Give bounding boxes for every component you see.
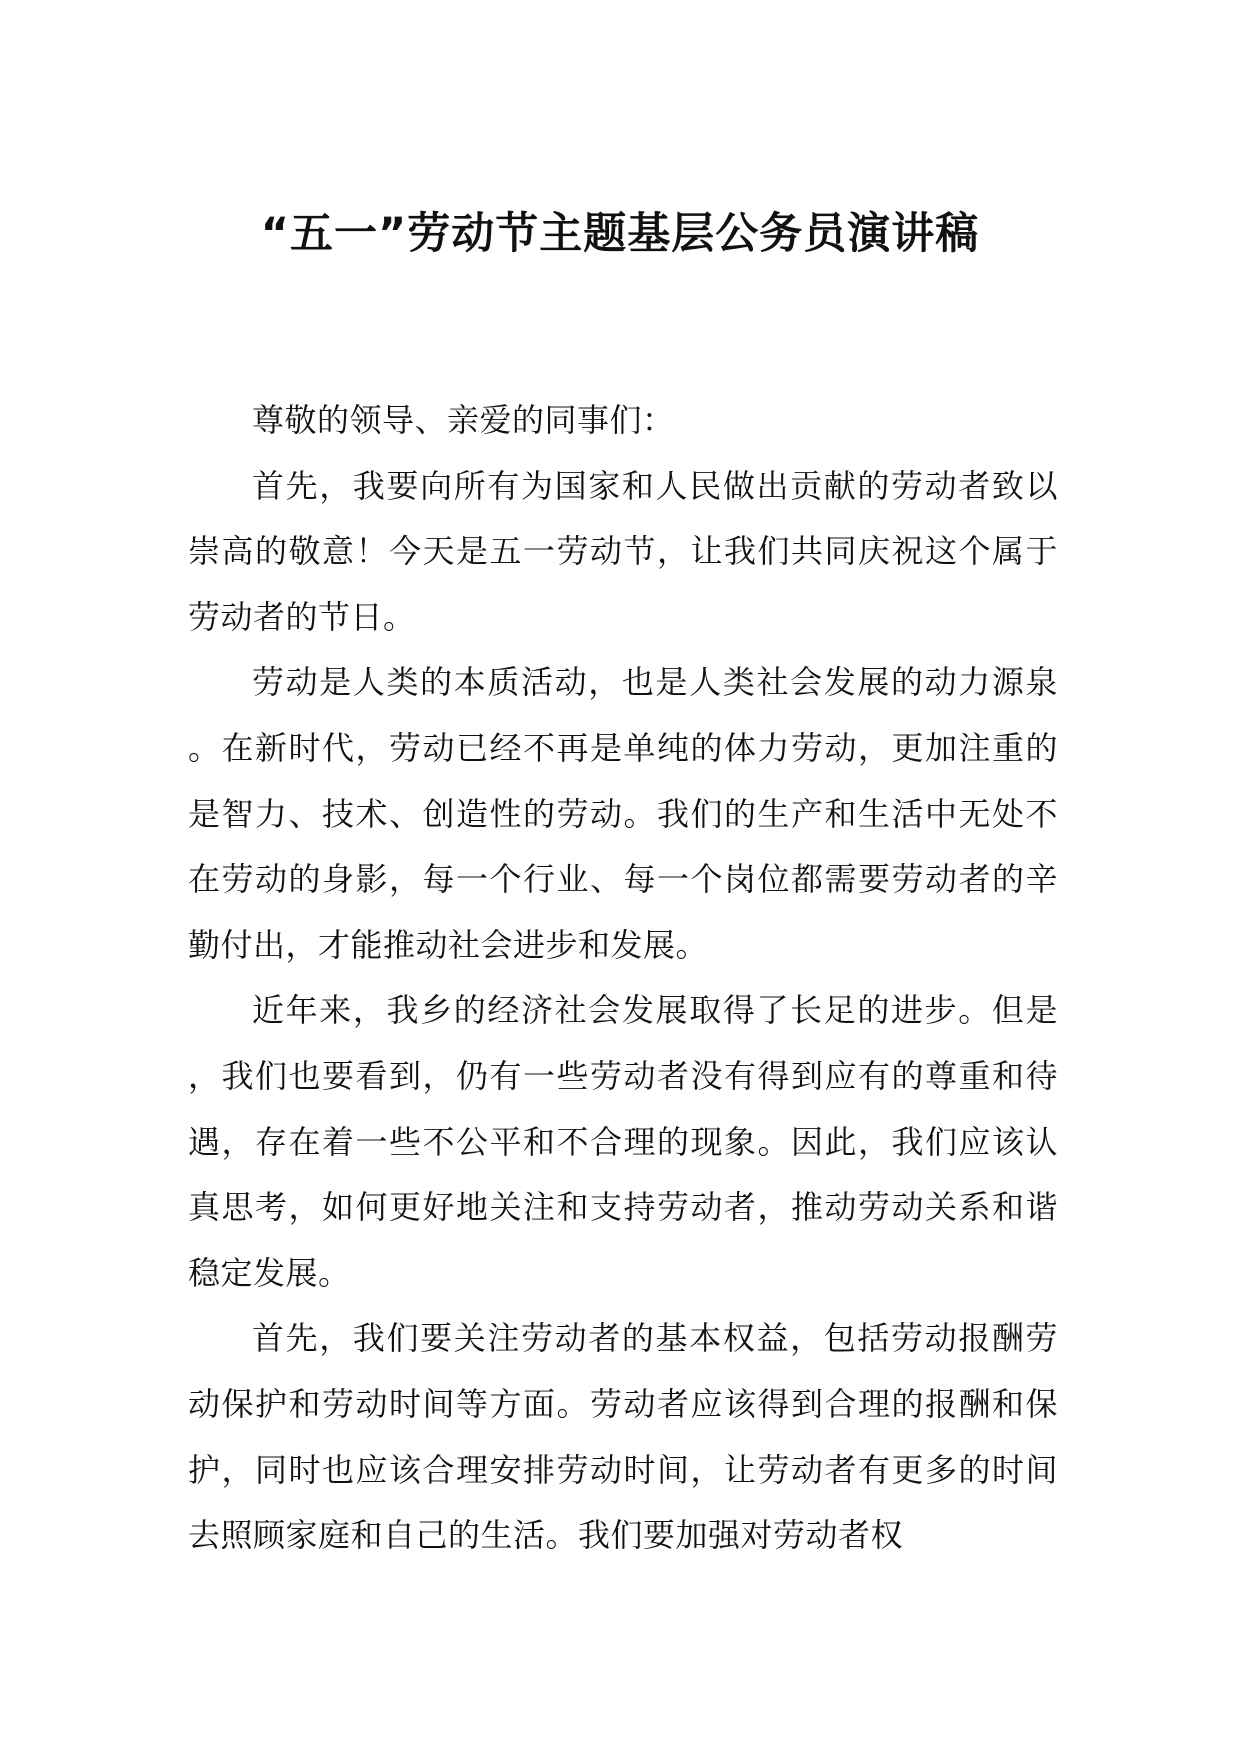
paragraph-1: 首先，我要向所有为国家和人民做出贡献的劳动者致以崇高的敬意！今天是五一劳动节，让我们共同庆祝这个属于劳动者的节日。 bbox=[188, 466, 1058, 636]
paragraph-3: 近年来，我乡的经济社会发展取得了长足的进步。但是，我们也要看到，仍有一些劳动者没有得到应有的尊重和待遇，存在着一些不公平和不合理的现象。因此，我们应该认真思考，如何更好地关注和支持劳动者，推动劳动关系和谐稳定发展。 bbox=[188, 991, 1058, 1292]
salutation: 尊敬的领导、亲爱的同事们： bbox=[252, 401, 675, 439]
document-title: “五一”劳动节主题基层公务员演讲稿 bbox=[260, 209, 980, 259]
document-body bbox=[188, 388, 1058, 1569]
paragraph-2: 劳动是人类的本质活动，也是人类社会发展的动力源泉。在新时代，劳动已经不再是单纯的体力劳动，更加注重的是智力、技术、创造性的劳动。我们的生产和生活中无处不在劳动的身影，每一个行业、每一个岗位都需要劳动者的辛勤付出，才能推动社会进步和发展。 bbox=[188, 663, 1058, 964]
paragraph-4: 首先，我们要关注劳动者的基本权益，包括劳动报酬劳动保护和劳动时间等方面。劳动者应该得到合理的报酬和保护，同时也应该合理安排劳动时间，让劳动者有更多的时间去照顾家庭和自己的生活。我们要加强对劳动者权 bbox=[188, 1319, 1058, 1555]
